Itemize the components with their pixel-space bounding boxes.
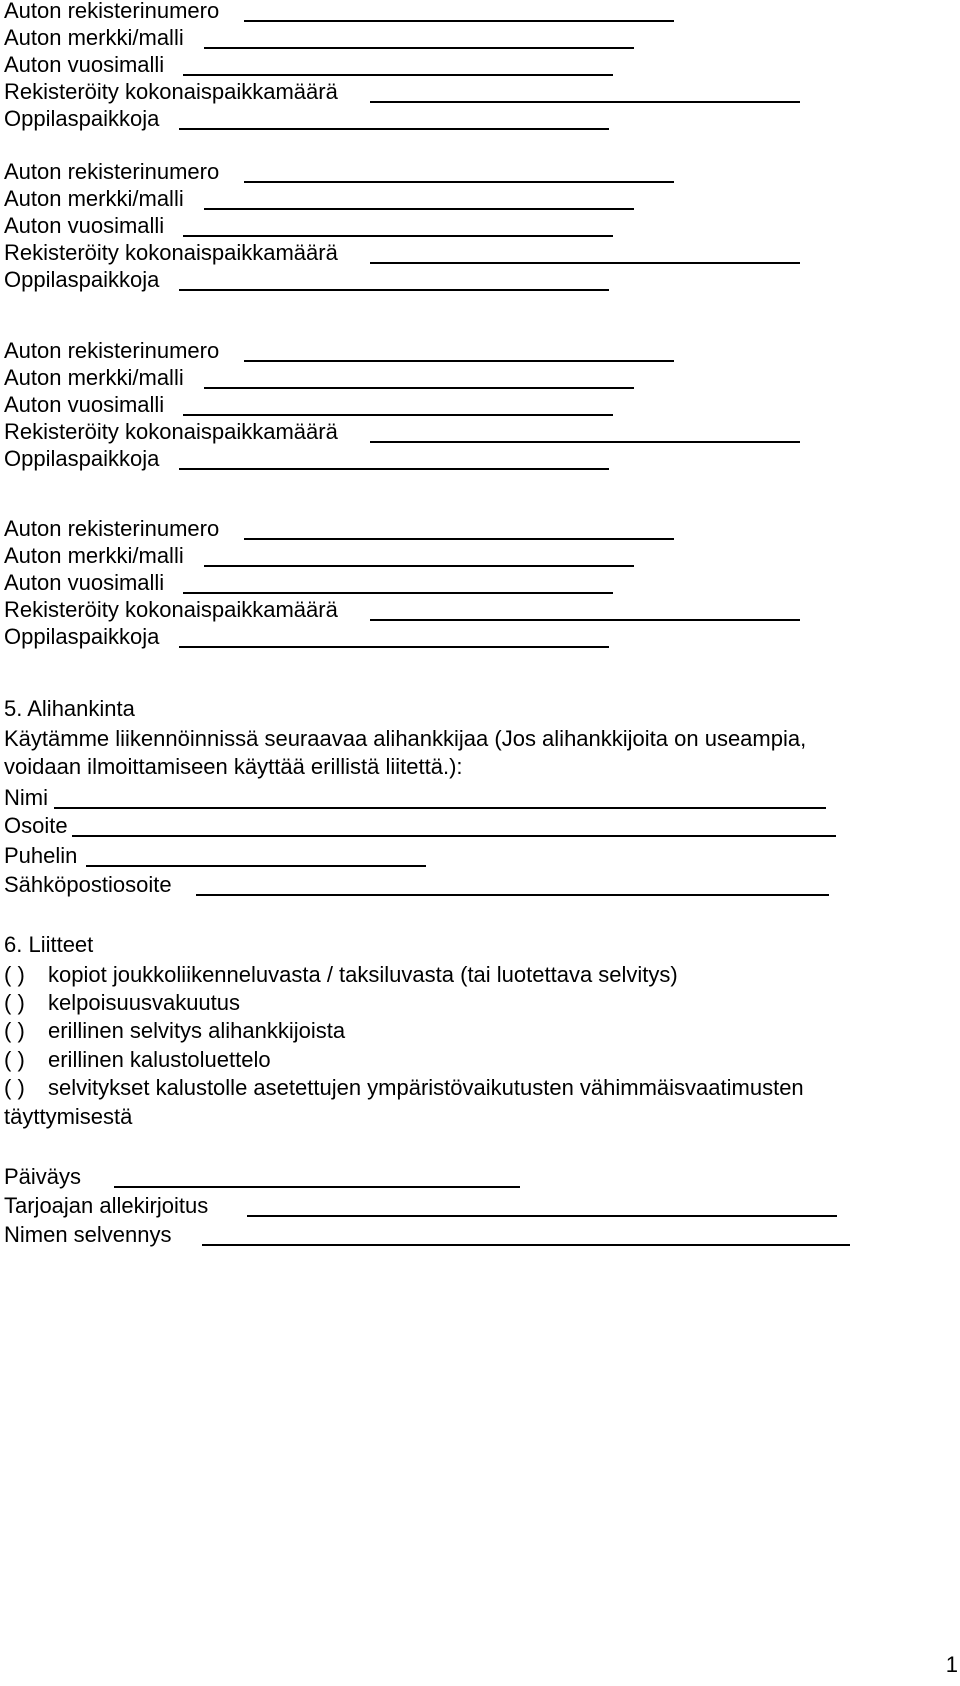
make-label: Auton merkki/malli (4, 25, 184, 50)
student-seats-field[interactable] (179, 104, 609, 134)
student-seats-field[interactable] (179, 265, 609, 295)
signature-field[interactable] (247, 1191, 837, 1221)
signature-label: Tarjoajan allekirjoitus (4, 1193, 209, 1218)
student-seats-label: Oppilaspaikkoja (4, 624, 160, 649)
subcontracting-heading: 5. Alihankinta (4, 696, 135, 721)
student-seats-label: Oppilaspaikkoja (4, 106, 160, 131)
make-model-field[interactable] (204, 363, 634, 393)
make-label: Auton merkki/malli (4, 543, 184, 568)
seats-label: Rekisteröity kokonaispaikkamäärä (4, 240, 338, 265)
vehicle-block (0, 514, 960, 659)
subcontractor-address-label: Osoite (4, 813, 68, 838)
model-year-field[interactable] (183, 211, 613, 241)
model-year-field[interactable] (183, 390, 613, 420)
seats-label: Rekisteröity kokonaispaikkamäärä (4, 597, 338, 622)
subcontracting-intro-line2: voidaan ilmoittamiseen käyttää erillistä liitettä.): (4, 754, 463, 779)
make-model-field[interactable] (204, 23, 634, 53)
attachment-checkbox[interactable]: ( ) (4, 962, 25, 987)
reg-label: Auton rekisterinumero (4, 159, 220, 184)
attachment-checkbox[interactable]: ( ) (4, 1018, 25, 1043)
student-seats-label: Oppilaspaikkoja (4, 446, 160, 471)
model-year-field[interactable] (183, 50, 613, 80)
reg-number-field[interactable] (244, 336, 674, 366)
vehicle-block (0, 0, 960, 141)
attachment-checkbox[interactable]: ( ) (4, 1047, 25, 1072)
reg-number-field[interactable] (244, 514, 674, 544)
make-label: Auton merkki/malli (4, 186, 184, 211)
attachment-checkbox[interactable]: ( ) (4, 990, 25, 1015)
reg-label: Auton rekisterinumero (4, 516, 220, 541)
seats-label: Rekisteröity kokonaispaikkamäärä (4, 79, 338, 104)
make-model-field[interactable] (204, 184, 634, 214)
year-label: Auton vuosimalli (4, 213, 165, 238)
total-seats-field[interactable] (370, 238, 800, 268)
date-field[interactable] (114, 1162, 520, 1192)
make-label: Auton merkki/malli (4, 365, 184, 390)
year-label: Auton vuosimalli (4, 52, 165, 77)
subcontractor-email-label: Sähköpostiosoite (4, 872, 172, 897)
total-seats-field[interactable] (370, 417, 800, 447)
attachment-label-continued: täyttymisestä (4, 1104, 133, 1129)
total-seats-field[interactable] (370, 77, 800, 107)
student-seats-label: Oppilaspaikkoja (4, 267, 160, 292)
student-seats-field[interactable] (179, 444, 609, 474)
attachment-label: erillinen selvitys alihankkijoista (48, 1018, 346, 1043)
attachment-label: erillinen kalustoluettelo (48, 1047, 271, 1072)
subcontractor-phone-field[interactable] (86, 841, 426, 871)
vehicle-block (0, 157, 960, 302)
date-label: Päiväys (4, 1164, 82, 1189)
attachments-heading: 6. Liitteet (4, 932, 94, 957)
subcontractor-address-field[interactable] (72, 811, 836, 841)
year-label: Auton vuosimalli (4, 392, 165, 417)
attachment-label: kelpoisuusvakuutus (48, 990, 241, 1015)
seats-label: Rekisteröity kokonaispaikkamäärä (4, 419, 338, 444)
make-model-field[interactable] (204, 541, 634, 571)
attachment-label: kopiot joukkoliikenneluvasta / taksiluvasta (tai luotettava selvitys) (48, 962, 678, 987)
reg-number-field[interactable] (244, 157, 674, 187)
subcontracting-intro-line1: Käytämme liikennöinnissä seuraavaa alihankkijaa (Jos alihankkijoita on useampia, (4, 726, 807, 751)
total-seats-field[interactable] (370, 595, 800, 625)
attachment-checkbox[interactable]: ( ) (4, 1075, 25, 1100)
reg-label: Auton rekisterinumero (4, 338, 220, 363)
subcontractor-name-label: Nimi (4, 785, 48, 810)
page-number: 1 (945, 1652, 958, 1677)
subcontractor-name-field[interactable] (54, 783, 826, 813)
name-clarification-label: Nimen selvennys (4, 1222, 172, 1247)
reg-label: Auton rekisterinumero (4, 0, 220, 23)
subcontractor-phone-label: Puhelin (4, 843, 78, 868)
student-seats-field[interactable] (179, 622, 609, 652)
name-clarification-field[interactable] (202, 1220, 850, 1250)
subcontractor-email-field[interactable] (196, 870, 829, 900)
attachment-label: selvitykset kalustolle asetettujen ympäristövaikutusten vähimmäisvaatimusten (48, 1075, 804, 1100)
year-label: Auton vuosimalli (4, 570, 165, 595)
model-year-field[interactable] (183, 568, 613, 598)
vehicle-block (0, 336, 960, 481)
